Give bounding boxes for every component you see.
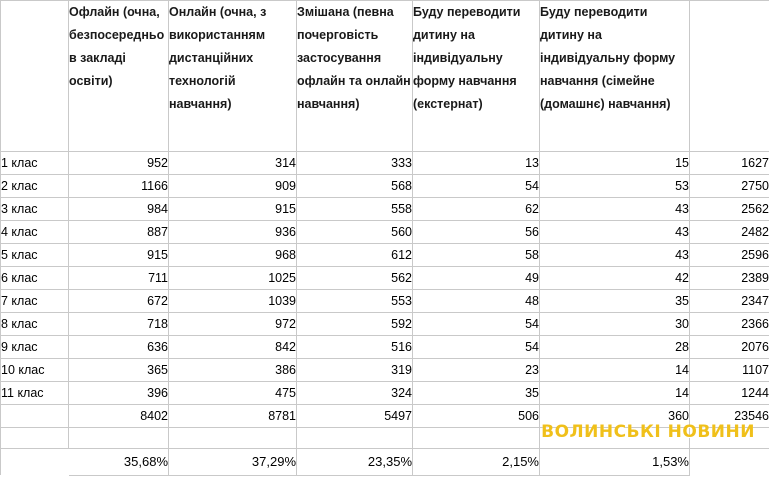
cell-online: 968 — [169, 244, 297, 267]
cell-blended: 516 — [297, 336, 413, 359]
cell-online: 475 — [169, 382, 297, 405]
cell-offline: 984 — [69, 198, 169, 221]
cell-online: 936 — [169, 221, 297, 244]
cell-row-total: 1627 — [690, 152, 769, 175]
table-percent-row — [1, 449, 769, 476]
cell-homeschool: 14 — [540, 382, 690, 405]
table-row — [1, 359, 769, 382]
cell-homeschool: 28 — [540, 336, 690, 359]
cell-row-total: 1244 — [690, 382, 769, 405]
cell-offline: 718 — [69, 313, 169, 336]
cell-row-total: 2347 — [690, 290, 769, 313]
cell-row-total: 2596 — [690, 244, 769, 267]
cell-externat: 56 — [413, 221, 540, 244]
cell-row-total: 2366 — [690, 313, 769, 336]
cell-homeschool: 53 — [540, 175, 690, 198]
cell-externat: 48 — [413, 290, 540, 313]
cell-externat: 58 — [413, 244, 540, 267]
total-externat: 506 — [413, 405, 540, 428]
row-label: 11 клас — [1, 382, 69, 405]
table-row — [1, 152, 769, 175]
header-cell-blended: Змішана (певна почерговість застосування офлайн та онлайн навчання) — [297, 1, 413, 152]
table-row — [1, 267, 769, 290]
cell-online: 386 — [169, 359, 297, 382]
table-row — [1, 382, 769, 405]
cell-externat: 54 — [413, 175, 540, 198]
cell-offline: 915 — [69, 244, 169, 267]
cell-row-total: 2750 — [690, 175, 769, 198]
cell-externat: 54 — [413, 336, 540, 359]
cell-blended: 592 — [297, 313, 413, 336]
percent-online: 37,29% — [169, 449, 297, 476]
cell-homeschool: 30 — [540, 313, 690, 336]
percent-label — [1, 449, 69, 476]
table-row — [1, 175, 769, 198]
cell-blended: 324 — [297, 382, 413, 405]
cell-externat: 62 — [413, 198, 540, 221]
table-row — [1, 313, 769, 336]
header-cell-online: Онлайн (очна, з використанням дистанційних технологій навчання) — [169, 1, 297, 152]
cell-blended: 553 — [297, 290, 413, 313]
cell-row-total: 2389 — [690, 267, 769, 290]
percent-offline: 35,68% — [69, 449, 169, 476]
cell-offline: 1166 — [69, 175, 169, 198]
cell-row-total: 2482 — [690, 221, 769, 244]
cell-externat: 54 — [413, 313, 540, 336]
table-row — [1, 290, 769, 313]
cell-blended: 560 — [297, 221, 413, 244]
row-label: 8 клас — [1, 313, 69, 336]
row-label: 5 клас — [1, 244, 69, 267]
cell-offline: 952 — [69, 152, 169, 175]
cell-externat: 13 — [413, 152, 540, 175]
table-spacer-row — [1, 428, 769, 449]
spacer-cell — [297, 428, 413, 449]
percent-externat: 2,15% — [413, 449, 540, 476]
table-row — [1, 244, 769, 267]
cell-row-total: 2076 — [690, 336, 769, 359]
totals-label — [1, 405, 69, 428]
header-cell-corner — [1, 1, 69, 152]
total-offline: 8402 — [69, 405, 169, 428]
row-label: 9 клас — [1, 336, 69, 359]
cell-row-total: 1107 — [690, 359, 769, 382]
cell-online: 909 — [169, 175, 297, 198]
table-totals-row — [1, 405, 769, 428]
cell-homeschool: 43 — [540, 244, 690, 267]
cell-homeschool: 35 — [540, 290, 690, 313]
header-cell-offline: Офлайн (очна, безпосередньо в закладі освіти) — [69, 1, 169, 152]
watermark: ВОЛИНСЬКІ НОВИНИ — [541, 422, 755, 442]
header-cell-externat: Буду переводити дитину на індивідуальну форму навчання (екстернат) — [413, 1, 540, 152]
cell-externat: 49 — [413, 267, 540, 290]
table-row — [1, 336, 769, 359]
table-header-row — [1, 1, 769, 152]
cell-online: 842 — [169, 336, 297, 359]
cell-homeschool: 15 — [540, 152, 690, 175]
row-label: 10 клас — [1, 359, 69, 382]
cell-offline: 672 — [69, 290, 169, 313]
total-homeschool: 360 — [540, 405, 690, 428]
spacer-cell — [1, 428, 69, 449]
cell-offline: 711 — [69, 267, 169, 290]
spacer-cell — [540, 428, 690, 449]
cell-row-total: 2562 — [690, 198, 769, 221]
cell-online: 972 — [169, 313, 297, 336]
table-row — [1, 198, 769, 221]
header-cell-homeschool: Буду переводити дитину на індивідуальну форму навчання (сімейне (домашнє) навчання) — [540, 1, 690, 152]
total-online: 8781 — [169, 405, 297, 428]
cell-online: 915 — [169, 198, 297, 221]
row-label: 2 клас — [1, 175, 69, 198]
spacer-cell — [690, 428, 769, 449]
table-row — [1, 221, 769, 244]
cell-blended: 562 — [297, 267, 413, 290]
row-label: 3 клас — [1, 198, 69, 221]
row-label: 4 клас — [1, 221, 69, 244]
cell-homeschool: 14 — [540, 359, 690, 382]
cell-online: 314 — [169, 152, 297, 175]
row-label: 1 клас — [1, 152, 69, 175]
total-blended: 5497 — [297, 405, 413, 428]
cell-blended: 333 — [297, 152, 413, 175]
row-label: 7 клас — [1, 290, 69, 313]
total-grand: 23546 — [690, 405, 769, 428]
percent-total — [690, 449, 769, 476]
cell-blended: 558 — [297, 198, 413, 221]
spacer-cell — [413, 428, 540, 449]
percent-homeschool: 1,53% — [540, 449, 690, 476]
cell-online: 1039 — [169, 290, 297, 313]
spacer-cell — [169, 428, 297, 449]
cell-offline: 396 — [69, 382, 169, 405]
cell-externat: 23 — [413, 359, 540, 382]
cell-blended: 319 — [297, 359, 413, 382]
cell-online: 1025 — [169, 267, 297, 290]
cell-blended: 612 — [297, 244, 413, 267]
cell-externat: 35 — [413, 382, 540, 405]
cell-offline: 636 — [69, 336, 169, 359]
row-label: 6 клас — [1, 267, 69, 290]
header-cell-total — [690, 1, 769, 152]
cell-offline: 365 — [69, 359, 169, 382]
cell-homeschool: 43 — [540, 198, 690, 221]
cell-offline: 887 — [69, 221, 169, 244]
spacer-cell — [69, 428, 169, 449]
percent-blended: 23,35% — [297, 449, 413, 476]
cell-blended: 568 — [297, 175, 413, 198]
cell-homeschool: 43 — [540, 221, 690, 244]
cell-homeschool: 42 — [540, 267, 690, 290]
